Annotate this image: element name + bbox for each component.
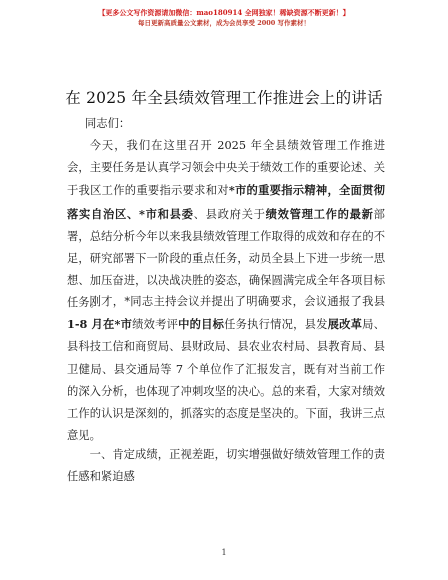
- p1-text-a: 今天，我们在这里召开 2025 年全县绩效管理工作推进会，主要任务是认真学习领会中央关于绩效工作的重要论述、关于我区工作的重要指示要求和对: [67, 139, 385, 198]
- p1-text-f: 绩效管理工作的最新: [265, 206, 374, 221]
- p1-text-e: 、县政府关于: [193, 207, 266, 221]
- document-title: 在 2025 年全县绩效管理工作推进会上的讲话: [65, 89, 383, 107]
- p2-text-c: 绩效考评: [132, 318, 179, 332]
- p2-text-a: 刚才，*同志主持会议并提出了明确要求，会议通报了我县: [89, 295, 385, 308]
- p1-text-g: 部署，总结分析今年以来我县绩效管理工作取得的成效和存在的不足，研究部署下一阶段的重点任务，动员全县上下进一步统一思想、加压奋进，以决战决胜的姿态，确保圆满完成全年各项目标任务。: [67, 207, 385, 310]
- p2-text-d: 中的目标: [178, 317, 225, 332]
- p3-text: 一、肯定成绩，正视差距，切实增强做好绩效管理工作的责任感和紧迫感: [67, 448, 385, 484]
- p2-text-h: 局、县科技工信和商贸局、县财政局、县农业农村局、县教育局、县卫健局、县交通局等 7 个单位作了汇报发言，既有对当前工作的深入分析，也体现了冲刺攻坚的决心。总的来看，大家对绩效工作的认识是深刻的，抓落实的态度是坚决的。下面，我讲三点意见。: [67, 318, 385, 443]
- promo-line-1: 【更多公文写作资源请加微信：mao180914 全网独家！稀缺资源不断更新！】: [98, 8, 350, 17]
- paragraph-1: [67, 135, 385, 315]
- p2-text-e: 任务执行情况: [224, 318, 294, 332]
- page-number: 1: [221, 548, 227, 557]
- promo-banner: [0, 8, 448, 28]
- paragraph-3: [67, 444, 385, 488]
- paragraph-2: [67, 290, 385, 447]
- greeting: 同志们：: [85, 117, 131, 130]
- p1-text-c: ，全面贯彻落实自治区、: [67, 183, 385, 221]
- p2-text-b: 1-8 月在*市: [67, 317, 133, 332]
- p1-text-d: *市和县委: [139, 206, 194, 221]
- p2-text-g: 展改革: [327, 317, 363, 332]
- promo-line-2: 每日更新高质量公文素材，成为会员享受 2000 写作素材！: [137, 19, 311, 27]
- p1-text-b: *市的重要指示精神: [228, 183, 328, 198]
- p2-text-f: ，县发: [293, 318, 328, 332]
